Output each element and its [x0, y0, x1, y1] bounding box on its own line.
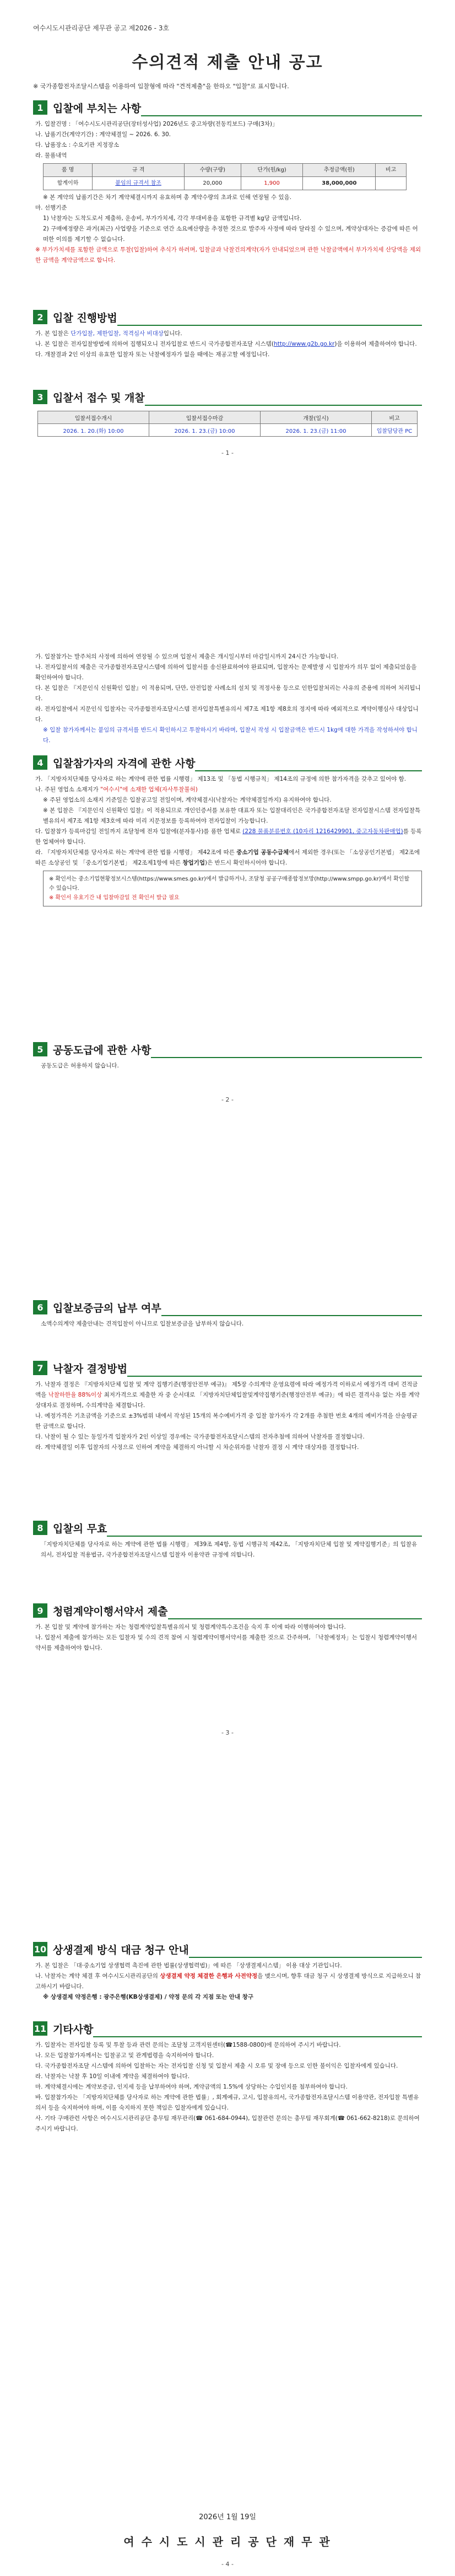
- section-rule: [189, 1940, 422, 1958]
- page-number: - 1 -: [221, 449, 234, 457]
- table-cell: 2026. 1. 23.(금) 11:00: [261, 424, 372, 437]
- confirmation-note-box: ※ 확인서는 중소기업현황정보시스템(https://www.smes.go.kr)에서 발급하거나, 조달청 공공구매종합정보망(http://www.smpp.go.kr)에서 확인할 수 있습니다. ※ 확인서 유효기간 내 입찰마감일 전 확인서 발급 필요: [43, 871, 422, 906]
- section-title: 입찰보증금의 납부 여부: [53, 1302, 161, 1314]
- notice-number: 여수시도시관리공단 제무관 공고 제2026 - 3호: [33, 24, 170, 32]
- page-4: [0, 1932, 455, 2576]
- item: 가. 본 입찰 및 계약에 참가하는 자는 청렴계약입찰특별유의서 및 청렴계약특수조건을 숙지 후 이에 따라 이행하여야 합니다.: [35, 1624, 346, 1630]
- item: 가. 본 입찰은 「대·중소기업 상생협력 촉진에 관한 법률(상생협력법)」에 따른 「상생결제시스템」 이용 대상 기관입니다.: [35, 1962, 342, 1969]
- item: 가. 「지방자치단체를 당사자로 하는 계약에 관한 법률 시행령」 제13조 및 「동법 시행규칙」 제14조의 규정에 의한 참가자격을 갖추고 있어야 함.: [35, 776, 407, 782]
- table-row: [44, 177, 407, 190]
- item: 라. 물품내역: [35, 152, 67, 159]
- item: 1) 낙찰자는 도착도로서 제출하, 운송비, 부가가치세, 각각 부대비용을 포함한 규격별 kg당 금액입니다.: [43, 215, 302, 222]
- table-header: 입찰서접수개시: [38, 411, 149, 424]
- section-11: [33, 2020, 422, 2134]
- item: 바. 입찰참가자는 「지방자치단체를 당사자로 하는 계약에 관한 법률」, 회계예규, 고시, 입찰유의서, 국가종합전자조달시스템 이용약관, 전자입찰 특별유의서 등을 숙지하여야 하며, 이를 숙지하지 못한 책임은 입찰자에게 있습니다.: [35, 2094, 419, 2111]
- document-title: 수의견적 제출 안내 공고: [132, 53, 323, 72]
- section-3: [33, 389, 422, 437]
- item: 「지방자치단체를 당사자로 하는 계약에 관한 법률 시행령」 제39조 제4항, 동법 시행규칙 제42조, 「지방자치단체 입찰 및 계약집행기준」의 입찰유의서, 전자입찰 적용법규, 국가종합전자조달시스템 입찰자 이용약관 규정에 의합니다.: [41, 1541, 418, 1558]
- item: 사. 기타 구매관련 사항은 여수시도시관리공단 총무팀 재무관리(☎ 061-684-0944), 입찰관련 문의는 총무팀 재무회계(☎ 061-662-8218)로 문의하여 주시기 바랍니다.: [35, 2115, 420, 2132]
- warning-note: ※ 입찰 참가자께서는 붙임의 규격서를 반드시 확인하시고 투찰하시기 바라며, 입찰서 작성 시 입찰금액은 반드시 1kg에 대한 가격을 작성하셔야 합니다.: [43, 727, 418, 744]
- note: ※ 본 계약의 납품기간은 차기 계약체결시까지 유효하며 총 계약수량의 초과로 인해 연장될 수 있음.: [43, 194, 292, 201]
- item: 나. 주된 영업소 소재지가 "여수시"에 소재한 업체(자사투찰불허): [35, 786, 198, 793]
- table-header: 규 격: [93, 164, 185, 177]
- item: 나. 전자입찰서의 제출은 국가종합전자조달시스템에 의하여 입찰서를 송신완료하여야 완료되며, 입찰자는 문제발생 시 입찰자가 의무 없이 제출되었음을 확인하여야 합니다.: [35, 664, 417, 681]
- notice-date: 2026년 1월 19일: [199, 2513, 256, 2521]
- section-number: 7: [33, 1361, 47, 1375]
- note: ※ 상생결제 약정은행 : 광주은행(KB상생결제) / 약정 문의 각 지점 또는 안내 창구: [43, 1994, 253, 2000]
- section-3-continued: [33, 648, 422, 746]
- item-table: [43, 163, 407, 190]
- table-header: 입찰서접수마감: [149, 411, 261, 424]
- section-number: 3: [33, 390, 47, 404]
- item: 다. 국가종합전자조달 시스템에 의하여 입찰하는 자는 전자입찰 신청 및 입찰서 제출 시 오류 및 장애 등으로 인한 불이익은 입찰자에게 있습니다.: [35, 2063, 398, 2069]
- table-cell: 1,900: [241, 177, 303, 190]
- item: 라. 『지방자치단체를 당사자로 하는 계약에 관한 법률 시행령」 제42조에 따른 중소기업 공동수급체에서 제외한 경우(또는 「소상공인기본법」 제2조에 따른 소상공인 및 「중소기업기본법」 제2조제1항에 따른 창업기업)은 반드시 확인하시어야 합니다.: [35, 849, 420, 866]
- item: 나. 모든 입찰참가자께서는 입찰공고 및 관계법령을 숙지하여야 합니다.: [35, 2052, 214, 2059]
- section-title: 입찰에 부치는 사항: [53, 102, 142, 115]
- table-cell: 2026. 1. 20.(화) 10:00: [38, 424, 149, 437]
- section-6: [33, 1299, 422, 1329]
- section-4: [33, 754, 422, 909]
- section-number: 5: [33, 1042, 47, 1056]
- item: 라. 전자입찰에서 지문인식 입찰자는 국가종합전자조달시스템 전자입찰특별유의서 제7조 제1항 제8호의 정지에 따라 예외적으로 계약이행심사 대상입니다.: [35, 706, 419, 723]
- section-rule: [161, 1298, 422, 1316]
- item: 2) 구매예정량은 과거(최근) 사업량을 기준으로 연간 소요예산량을 추정한 것으로 발주자 사정에 따라 달라질 수 있으며, 계약상대자는 증감에 따른 어떠한 이의를 제기할 수 없습니다.: [43, 226, 418, 243]
- item: 나. 낙찰자는 계약 체결 후 여수시도시관리공단의 상생결제 약정 체결한 은행과 사전약정을 맺으시며, 향후 대금 청구 시 상생결제 방식으로 지급하오니 참고하시기 바랍니다.: [35, 1973, 421, 1990]
- page-2: [0, 644, 455, 1288]
- item: 소액수의계약 제출안내는 견적입찰이 아니므로 입찰보증금을 납부하지 않습니다.: [41, 1321, 244, 1327]
- section-10: [33, 1941, 422, 2003]
- warning-note: ※ 부가가치세를 포함한 금액으로 투찰(입찰)하여 추식가 하려며, 입찰금과 낙찰건의계약(자가 안내되었으며 관한 낙찰금액에서 부가가치세 산당액을 제외한 금액을 계약금액으로 합니다.: [35, 246, 421, 264]
- item: 라. 계약체결일 이후 입찰자의 사정으로 인하여 계약을 체결하지 아니할 시 차순위자를 낙찰자 결정 시 계약 대상자를 결정합니다.: [35, 1444, 359, 1451]
- section-8: [33, 1520, 422, 1560]
- g2b-link[interactable]: http://www.g2b.go.kr: [274, 341, 335, 347]
- section-number: 10: [33, 1942, 47, 1956]
- item: 마. 계약체결시에는 계약보증금, 인지세 등을 납부하여야 하며, 계약금액의 1.5%에 상당하는 수입인지를 첨부하여야 합니다.: [35, 2084, 348, 2090]
- table-header: 비고: [376, 164, 407, 177]
- section-5: [33, 1041, 422, 1071]
- section-2: [33, 309, 422, 360]
- item: 나. 본 입찰은 전자입찰방법에 의하여 집행되오니 전자입찰로 반드시 국가종합전자조달 시스템(http://www.g2b.go.kr)을 이용하여 제출하여야 합니다.: [35, 341, 417, 347]
- item: 다. 본 입찰은 『지문인식 신원확인 입찰』이 적용되며, 단만, 안전입찰 사례소의 설치 및 적정사용 등으로 인한입찰처리는 사유의 준용에 의하여 처리됩니다.: [35, 685, 421, 702]
- item: 가. 입찰참가는 발주처의 사정에 의하여 연장될 수 있으며 입찰서 제출은 개시일시부터 마감일시까지 24시간 가능합니다.: [35, 653, 339, 660]
- section-title: 입찰 진행방법: [53, 312, 117, 324]
- section-rule: [141, 99, 422, 116]
- section-rule: [117, 308, 422, 326]
- item: 나. 예정가격은 기초금액을 기준으로 ±3%범위 내에서 작성된 15개의 복수예비가격 중 입찰 참가자가 각 2개를 추첨한 번호 4개의 예비가격을 산술평균한 금액으로 합니다.: [35, 1413, 418, 1430]
- item: 다. 입찰참가 등록마감일 전일까지 조달청에 전자 입찰에(분자통사)를 품한 업체로 (228 물품분류번호 (10자리 1216429901, 중고자동차판매업)를 등록한 업체여야 합니다.: [35, 828, 422, 845]
- section-rule: [127, 1359, 422, 1377]
- section-rule: [107, 1519, 422, 1537]
- item: 다. 낙찰이 될 수 있는 동일가격 입찰자가 2인 이상일 경우에는 국가종합전자조달시스템의 전자추첨에 의하여 낙찰자를 결정합니다.: [35, 1434, 365, 1440]
- section-9: [33, 1602, 422, 1654]
- schedule-table: [37, 411, 418, 437]
- section-title: 입찰참가자의 자격에 관한 사항: [53, 757, 196, 770]
- section-title: 청렴계약이행서약서 제출: [53, 1605, 168, 1618]
- section-rule: [195, 754, 422, 771]
- item: 나. 입찰서 제출에 참가하는 모든 입찰자 및 수의 견적 참여 시 청렴계약이행서약서를 제출한 것으로 간주하며, 「낙찰예정자」는 입찰시 청렴계약이행서약서를 제출하여야 합니다.: [35, 1634, 417, 1651]
- table-cell: 합계이하: [44, 177, 93, 190]
- page-number: - 4 -: [221, 2561, 234, 2568]
- section-1: [33, 99, 422, 266]
- table-cell: [376, 177, 407, 190]
- page-number: - 2 -: [221, 1096, 234, 1103]
- table-header: 수량(구량): [185, 164, 241, 177]
- section-rule: [145, 388, 422, 406]
- note: ※ 주된 영업소의 소재지 기준일은 입찰공고일 전일이며, 계약체결시(낙찰자는 계약체결일까지) 유지하여야 합니다.: [43, 797, 332, 803]
- item: 다. 개찰결과 2인 이상의 유효한 입찰자 또는 낙찰예정자가 없을 때에는 재공고할 예정입니다.: [35, 351, 270, 358]
- table-cell: 붙임의 규격서 참조: [93, 177, 185, 190]
- item: 나. 납품기간(계약기간) : 계약체결일 ~ 2026. 6. 30.: [35, 131, 171, 138]
- section-7: [33, 1360, 422, 1453]
- table-cell: 2026. 1. 23.(금) 10:00: [149, 424, 261, 437]
- page-3: [0, 1288, 455, 1932]
- table-cell: 입찰담당관 PC: [372, 424, 418, 437]
- section-number: 6: [33, 1300, 47, 1314]
- section-rule: [151, 1040, 422, 1058]
- item: 공동도급은 허용하지 않습니다.: [41, 1062, 119, 1069]
- section-title: 입찰의 무효: [53, 1522, 107, 1535]
- item: 가. 입찰건명 : 「여수시도시관리공단(장터성사업) 2026년도 중고차량(전동킥보드) 구매(3차)」: [35, 121, 278, 127]
- section-number: 11: [33, 2021, 47, 2036]
- section-number: 4: [33, 755, 47, 770]
- item: 라. 낙찰자는 낙찰 후 10일 이내에 계약을 체결하여야 합니다.: [35, 2073, 190, 2080]
- table-header: 비고: [372, 411, 418, 424]
- section-title: 입찰서 접수 및 개찰: [53, 391, 145, 404]
- table-header: 개찰(일시): [261, 411, 372, 424]
- section-title: 낙찰자 결정방법: [53, 1362, 128, 1375]
- section-rule: [168, 1602, 422, 1619]
- item: 가. 낙찰자 결정은 『지방자치단체 입찰 및 계약 집행기준(행정안전부 예규)』 제5장 수의계약 운영요령에 따라 예정가격 이하로서 예정가격 대비 견적금액을 낙찰하한율 88%이상 최저가격으로 제출한 자 중 순서대로 「지방자치단체입찰및계약집행기준(행정안전부 예규)」에 따른 결격사유 없는 자를 계약상대자로 결정하며, 수의계약을 체결합니다.: [35, 1381, 420, 1409]
- section-number: 2: [33, 310, 47, 324]
- section-number: 1: [33, 100, 47, 115]
- section-number: 8: [33, 1521, 47, 1535]
- page-number: - 3 -: [221, 1729, 234, 1736]
- note: ※ 본 입찰은 『지문인식 신원확인 입찰』이 적용되므로 개인인증서를 보유한 대표자 또는 입찰대리인은 국가종합전자조달 전자입찰시스템 전자입찰특별유의서 제7조 제1항 제3호에 따라 미리 지문정보를 등록하여야 전자입찰이 가능합니다.: [43, 807, 421, 824]
- table-header: 추정금액(원): [303, 164, 376, 177]
- item: 가. 본 입찰은 단가입찰, 제한입찰, 적격심사 비대상입니다.: [35, 330, 182, 337]
- item: 마. 선행기준: [35, 205, 67, 211]
- table-header: 품 명: [44, 164, 93, 177]
- item: 다. 납품장소 : 수요기관 지정장소: [35, 142, 120, 148]
- section-title: 상생결제 방식 대금 청구 안내: [53, 1944, 189, 1956]
- issuing-organization: 여 수 시 도 시 관 리 공 단 재 무 관: [123, 2535, 332, 2548]
- section-rule: [93, 2020, 422, 2037]
- section-title: 공동도급에 관한 사항: [53, 1044, 151, 1056]
- table-cell: 20,000: [185, 177, 241, 190]
- intro-note: ※ 국가종합전자조달시스템을 이용하여 입찰형에 따라 "견적제출"을 한하오 "입찰"로 표시합니다.: [33, 83, 289, 90]
- table-cell: 38,000,000: [303, 177, 376, 190]
- page-1: [0, 0, 455, 644]
- table-row: [38, 424, 418, 437]
- item: 가. 입찰자는 전자입찰 등록 및 투찰 등과 관련 문의는 조달청 고객지원센터(☎1588-0800)에 문의하여 주시기 바랍니다.: [35, 2042, 341, 2048]
- section-number: 9: [33, 1603, 47, 1618]
- section-title: 기타사항: [53, 2023, 94, 2036]
- table-header: 단가(원/kg): [241, 164, 303, 177]
